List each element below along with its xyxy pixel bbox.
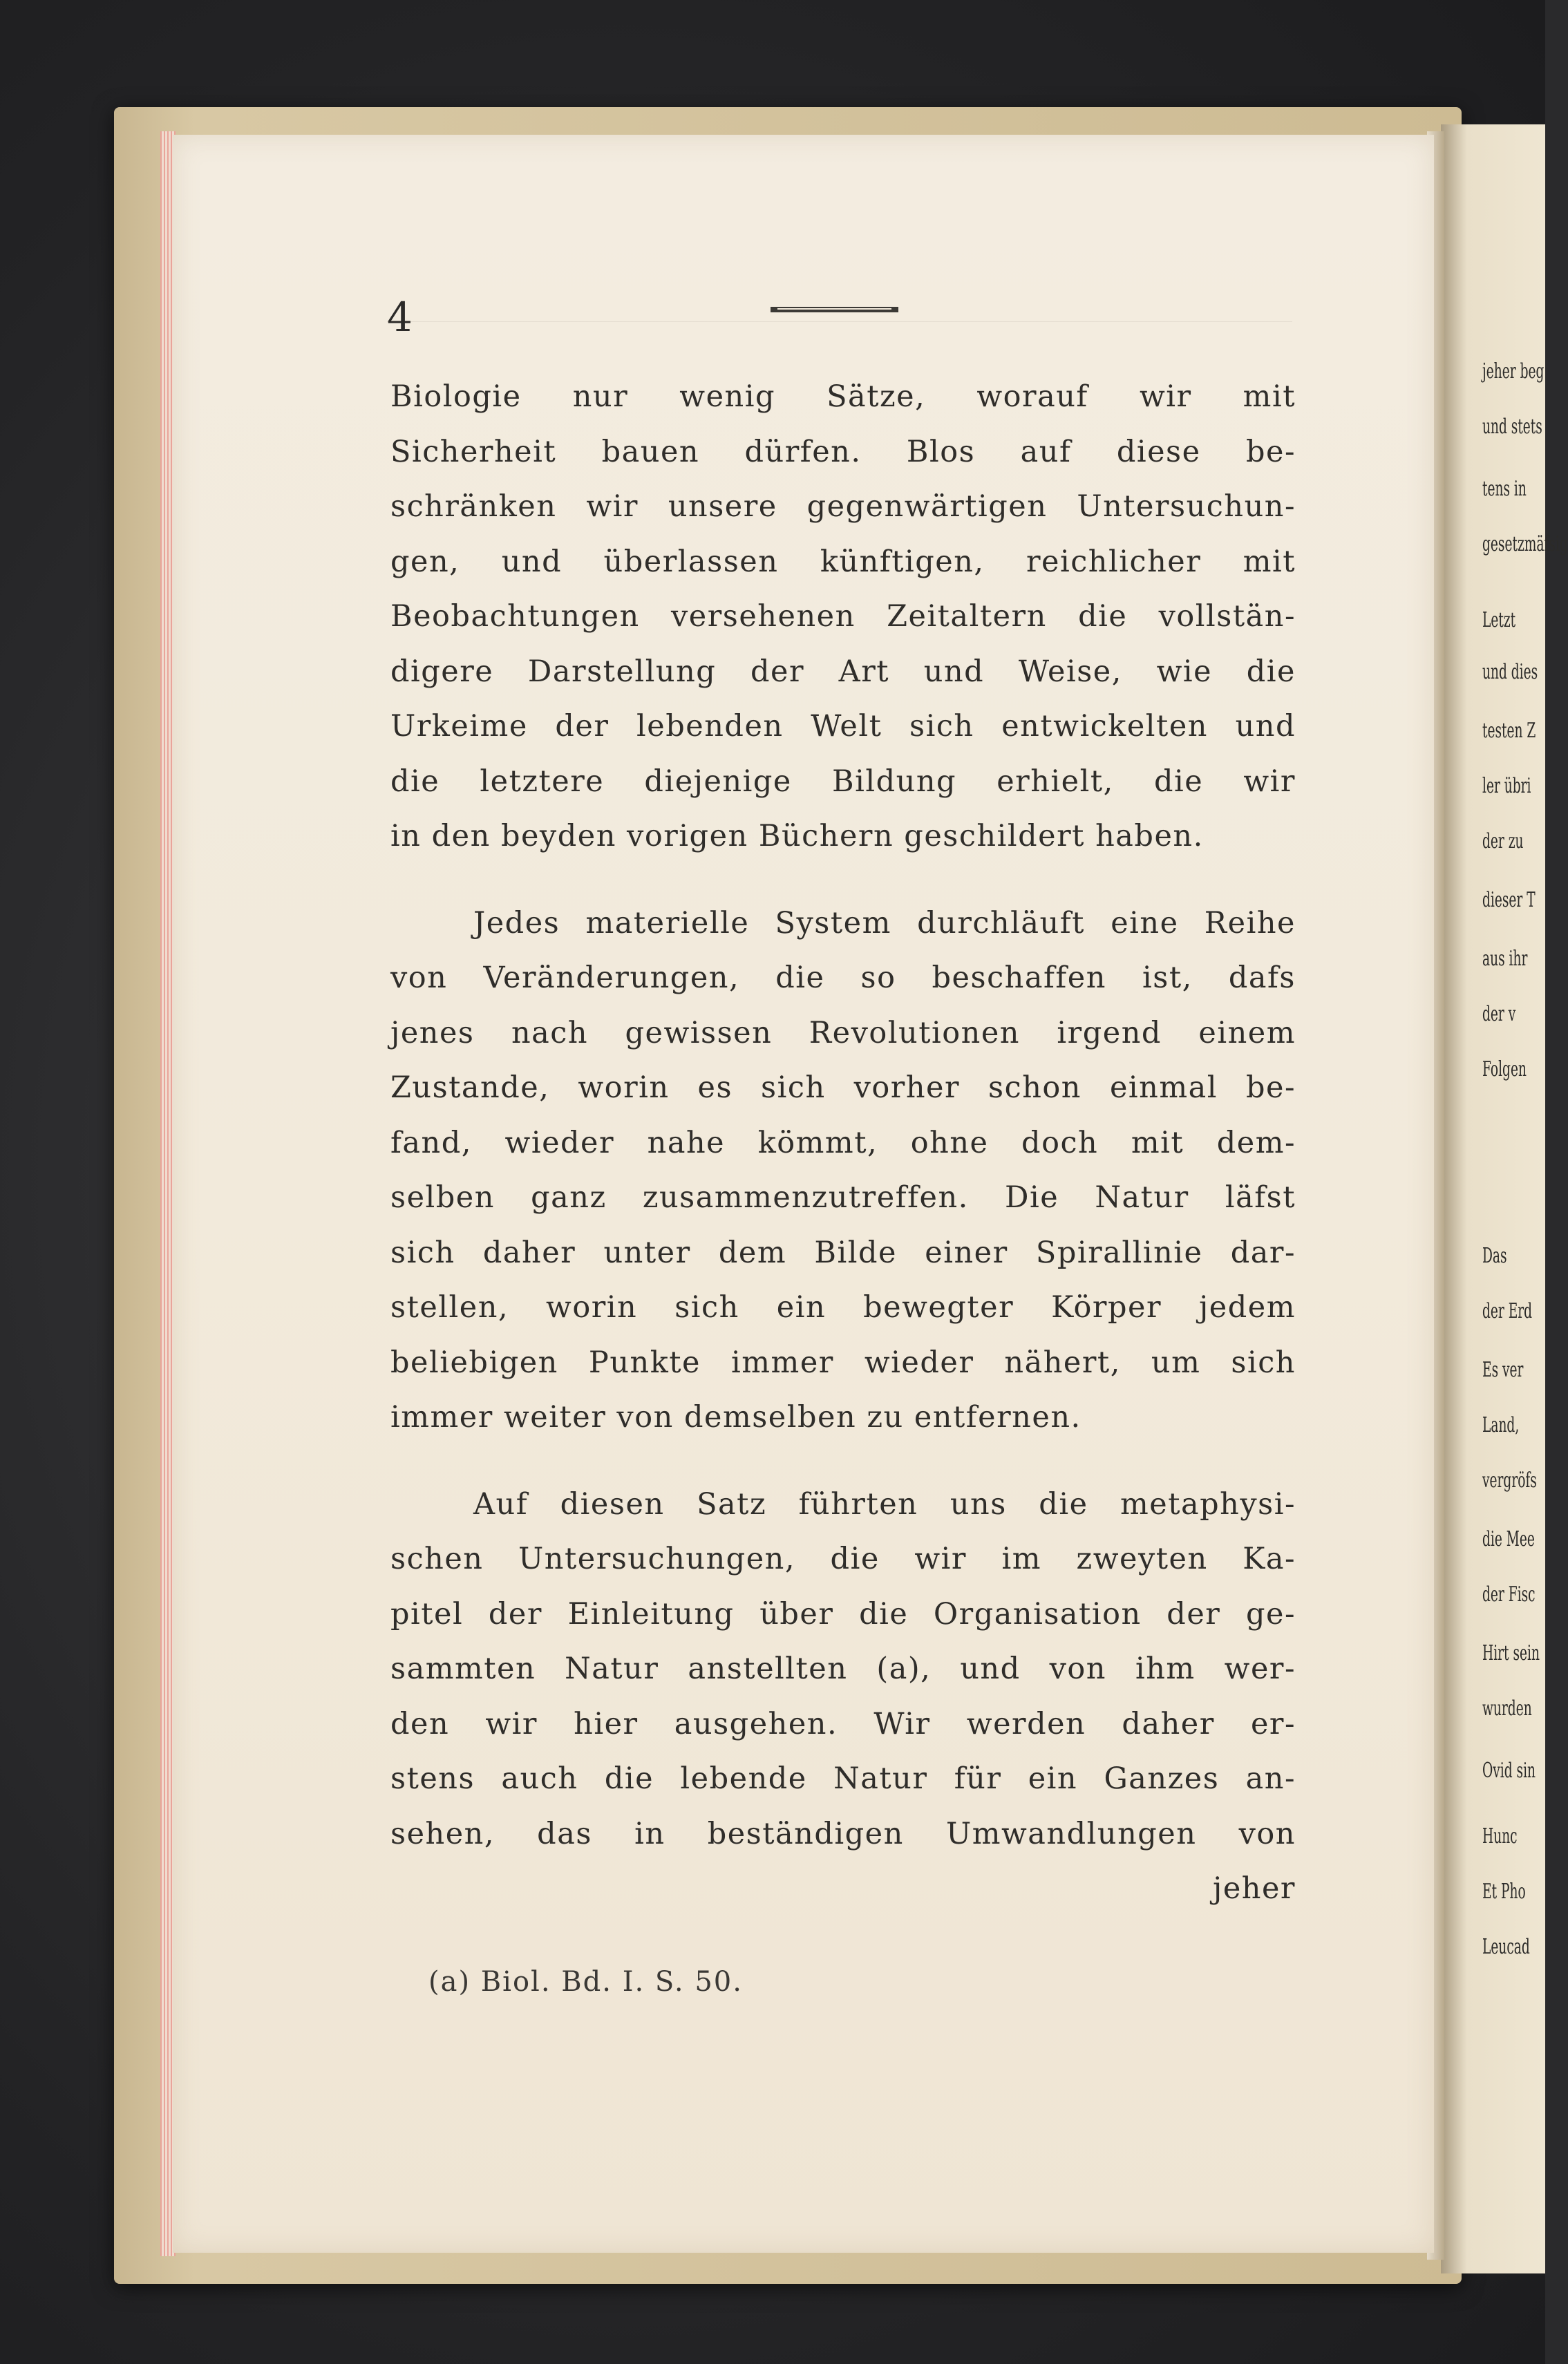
text-line: selben ganz zusammenzutreffen. Die Natur läfst <box>390 1180 1296 1215</box>
text-line-last: immer weiter von demselben zu entfernen. <box>390 1400 1081 1435</box>
text-line: sammten Natur anstellten (a), und von ihm wer- <box>390 1652 1296 1686</box>
facing-page-fragment: Hirt sein <box>1482 1641 1540 1665</box>
text-line: schränken wir unsere gegenwärtigen Untersuchun- <box>390 489 1296 524</box>
text-line: fand, wieder nahe kömmt, ohne doch mit dem- <box>390 1125 1296 1160</box>
text-line: Urkeime der lebenden Welt sich entwickelten und <box>390 709 1296 744</box>
facing-page-fragment: der zu <box>1482 829 1524 853</box>
text-line: stens auch die lebende Natur für ein Ganzes an- <box>390 1761 1296 1796</box>
paragraph <box>390 370 1296 864</box>
text-line-last: in den beyden vorigen Büchern geschildert haben. <box>390 819 1204 853</box>
header-ornament <box>771 304 898 315</box>
facing-page-fragment: jeher beg <box>1482 359 1545 384</box>
paragraph <box>390 1477 1296 1862</box>
text-line: sehen, das in beständigen Umwandlungen von <box>390 1816 1296 1851</box>
text-line: die letztere diejenige Bildung erhielt, die wir <box>390 764 1296 799</box>
facing-page-fragment: die Mee <box>1482 1527 1535 1551</box>
facing-page-fragment: und stets <box>1482 415 1542 439</box>
paragraph-gap <box>390 1446 1296 1477</box>
facing-page-fragment: dieser T <box>1482 888 1536 912</box>
text-line: von Veränderungen, die so beschaffen ist, dafs <box>390 961 1296 995</box>
text-line: gen, und überlassen künftigen, reichlicher mit <box>390 544 1296 579</box>
paragraph-gap <box>390 864 1296 896</box>
facing-page <box>1441 124 1568 2273</box>
facing-page-fragment: Hunc <box>1482 1824 1518 1848</box>
text-line: Beobachtungen versehenen Zeitaltern die vollstän- <box>390 599 1296 634</box>
facing-page-fragment: der v <box>1482 1002 1516 1026</box>
facing-page-fragment: Land, <box>1482 1413 1520 1437</box>
paragraph <box>390 896 1296 1446</box>
facing-page-fragment: Et Pho <box>1482 1880 1526 1904</box>
text-line: pitel der Einleitung über die Organisation der ge- <box>390 1596 1296 1632</box>
page-header <box>387 294 1292 341</box>
facing-page-fragment: Letzt <box>1482 608 1516 632</box>
facing-page-fragment: und dies <box>1482 660 1538 684</box>
facing-page-fragment: wurden <box>1482 1696 1532 1721</box>
facing-page-fragment: der Erd <box>1482 1299 1533 1323</box>
text-line: digere Darstellung der Art und Weise, wie die <box>390 654 1296 689</box>
facing-page-fragment: Folgen <box>1482 1057 1527 1081</box>
facing-page-fragment: Das <box>1482 1244 1507 1268</box>
header-rule <box>387 321 1292 322</box>
facing-page-fragment: Leucad <box>1482 1935 1530 1959</box>
body-text <box>390 370 1296 1917</box>
catchword: jeher <box>1213 1871 1296 1906</box>
text-line: Zustande, worin es sich vorher schon einmal be- <box>390 1070 1296 1105</box>
facing-page-fragment: tens in <box>1482 477 1527 501</box>
text-line: jenes nach gewissen Revolutionen irgend einem <box>390 1015 1296 1050</box>
facing-page-fragment: Es ver <box>1482 1358 1524 1382</box>
facing-page-fragment: testen Z <box>1482 719 1536 743</box>
text-line: Jedes materielle System durchläuft eine Reihe <box>473 905 1296 940</box>
footnote: (a) Biol. Bd. I. S. 50. <box>428 1966 743 1998</box>
text-line: schen Untersuchungen, die wir im zweyten Ka- <box>390 1542 1296 1576</box>
text-line: sich daher unter dem Bilde einer Spirallinie dar- <box>390 1235 1296 1270</box>
page-number: 4 <box>387 294 413 341</box>
facing-page-fragment: gesetzmäfsig <box>1482 532 1568 556</box>
text-line: den wir hier ausgehen. Wir werden daher er- <box>390 1706 1296 1741</box>
facing-page-fragment: Ovid sin <box>1482 1759 1536 1783</box>
text-line: Auf diesen Satz führten uns die metaphysi- <box>473 1486 1296 1522</box>
text-line: beliebigen Punkte immer wieder nähert, um sich <box>390 1345 1296 1380</box>
facing-page-fragment: vergröfs <box>1482 1468 1537 1493</box>
facing-page-fragment: aus ihr <box>1482 947 1528 971</box>
text-line: Biologie nur wenig Sätze, worauf wir mit <box>390 379 1296 414</box>
facing-page-fragment: ler übri <box>1482 774 1531 798</box>
text-line: stellen, worin sich ein bewegter Körper jedem <box>390 1290 1296 1325</box>
facing-page-fragment: der Fisc <box>1482 1582 1536 1607</box>
text-line: Sicherheit bauen dürfen. Blos auf diese be- <box>390 434 1296 469</box>
